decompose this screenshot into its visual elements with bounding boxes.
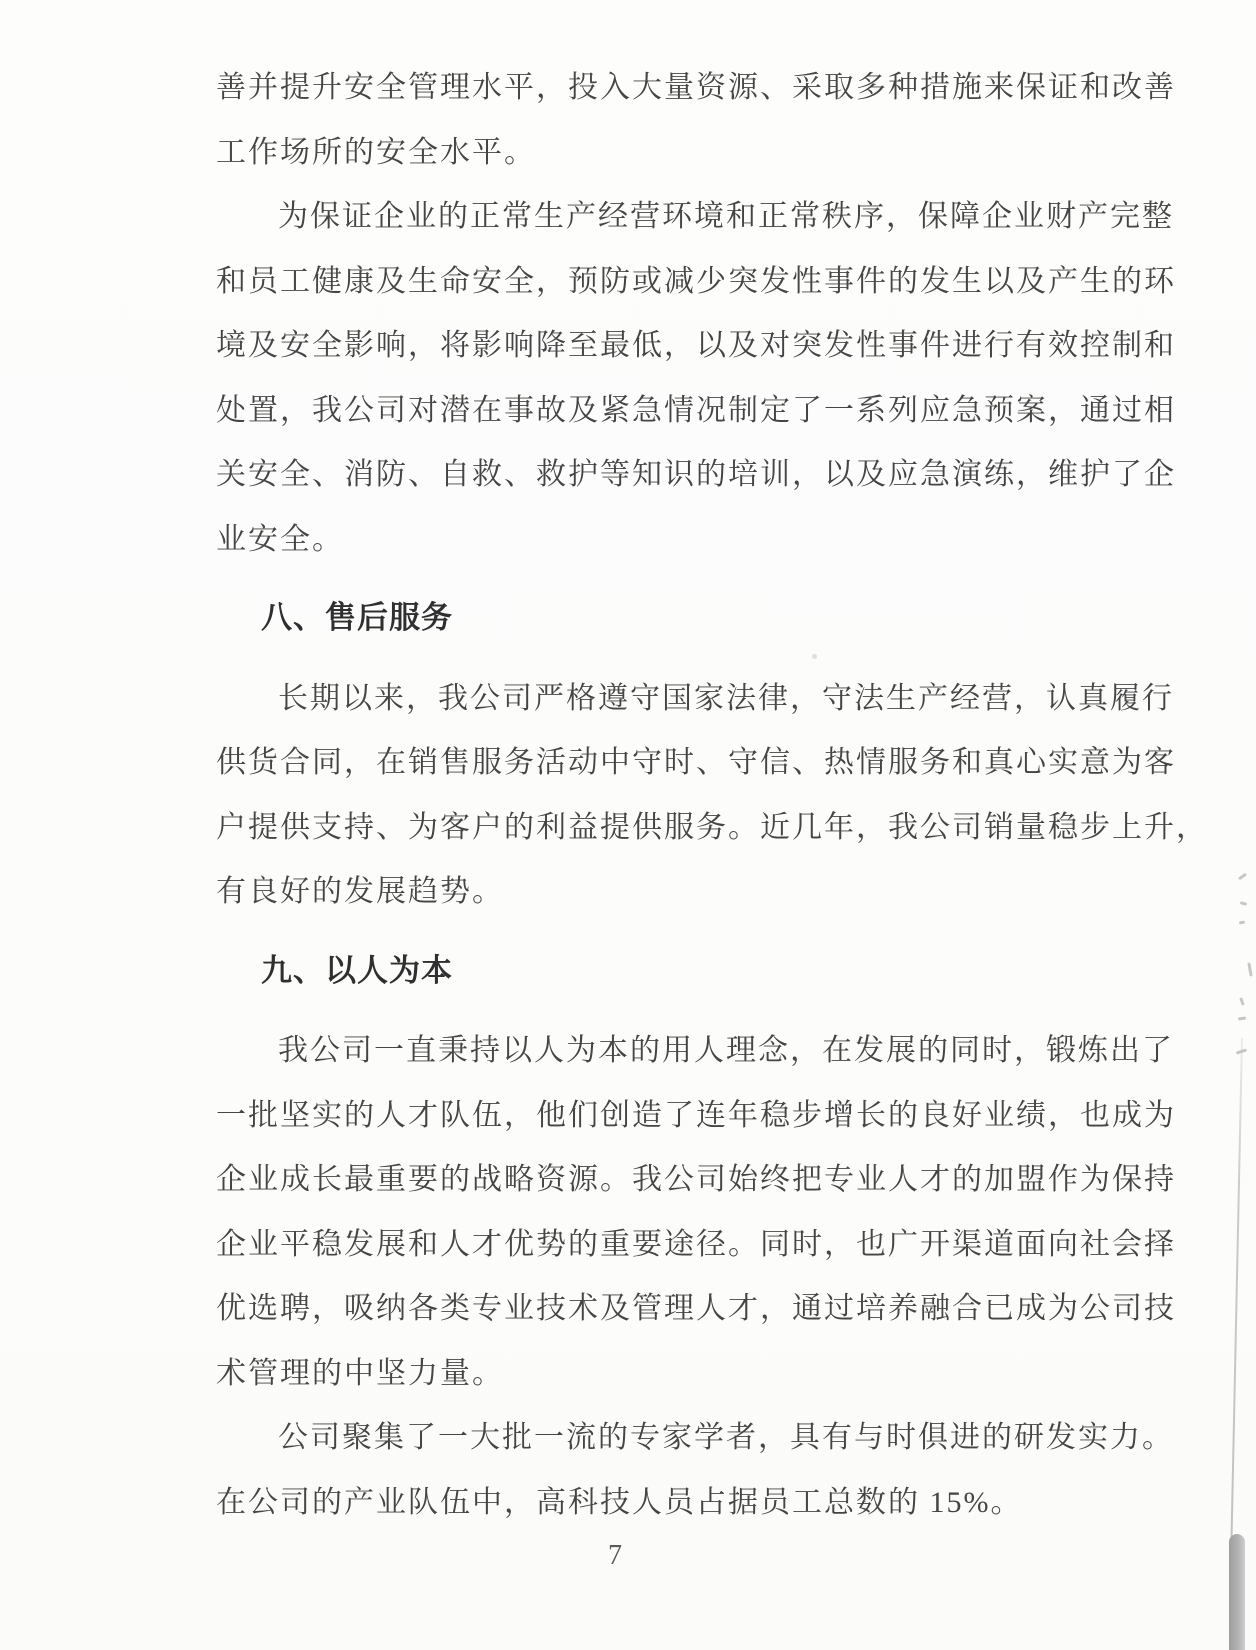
scan-speck	[1240, 901, 1248, 906]
text-line: 业安全。	[216, 522, 344, 556]
text-line: 公司聚集了一大批一流的专家学者，具有与时俱进的研发实力。	[278, 1421, 1174, 1454]
scan-speck	[1238, 873, 1247, 881]
text-line: 企业平稳发展和人才优势的重要途径。同时，也广开渠道面向社会择	[216, 1227, 1176, 1261]
text-line: 关安全、消防、自救、救护等知识的培训，以及应急演练，维护了企	[216, 458, 1176, 491]
scan-edge-line	[1231, 1038, 1243, 1538]
text-line: 我公司一直秉持以人为本的用人理念，在发展的同时，锻炼出了	[278, 1034, 1174, 1067]
text-line: 一批坚实的人才队伍，他们创造了连年稳步增长的良好业绩，也成为	[216, 1098, 1176, 1132]
document-body	[216, 56, 1208, 1535]
text-line: 供货合同，在销售服务活动中守时、守信、热情服务和真心实意为客	[216, 746, 1176, 779]
section-heading: 九、以人为本	[261, 952, 453, 988]
text-line: 优选聘，吸纳各类专业技术及管理人才，通过培养融合已成为公司技	[216, 1292, 1176, 1325]
text-line: 善并提升安全管理水平，投入大量资源、采取多种措施来保证和改善	[216, 71, 1176, 104]
text-line: 和员工健康及生命安全，预防或减少突发性事件的发生以及产生的环	[216, 264, 1176, 298]
scan-speck	[1247, 962, 1252, 976]
text-line: 境及安全影响，将影响降至最低，以及对突发性事件进行有效控制和	[216, 329, 1176, 362]
text-line: 有良好的发展趋势。	[216, 875, 504, 908]
text-line: 工作场所的安全水平。	[216, 135, 536, 169]
scan-speck	[1239, 997, 1245, 1006]
scan-edge-bar	[1229, 1534, 1245, 1650]
text-line: 长期以来，我公司严格遵守国家法律，守法生产经营，认真履行	[278, 681, 1174, 715]
text-line: 企业成长最重要的战略资源。我公司始终把专业人才的加盟作为保持	[216, 1163, 1176, 1196]
text-line: 户提供支持、为客户的利益提供服务。近几年，我公司销量稳步上升，	[216, 810, 1208, 844]
section-heading: 八、售后服务	[261, 600, 453, 635]
text-line: 在公司的产业队伍中，高科技人员占据员工总数的 15%。	[216, 1485, 1023, 1519]
text-line: 处置，我公司对潜在事故及紧急情况制定了一系列应急预案，通过相	[216, 393, 1176, 427]
page-number: 7	[608, 1540, 622, 1571]
text-line: 为保证企业的正常生产经营环境和正常秩序，保障企业财产完整	[278, 200, 1174, 233]
text-line: 术管理的中坚力量。	[216, 1356, 504, 1390]
scan-speck	[1239, 921, 1245, 925]
scan-speck	[1238, 1016, 1246, 1020]
scan-smudge	[812, 654, 817, 659]
